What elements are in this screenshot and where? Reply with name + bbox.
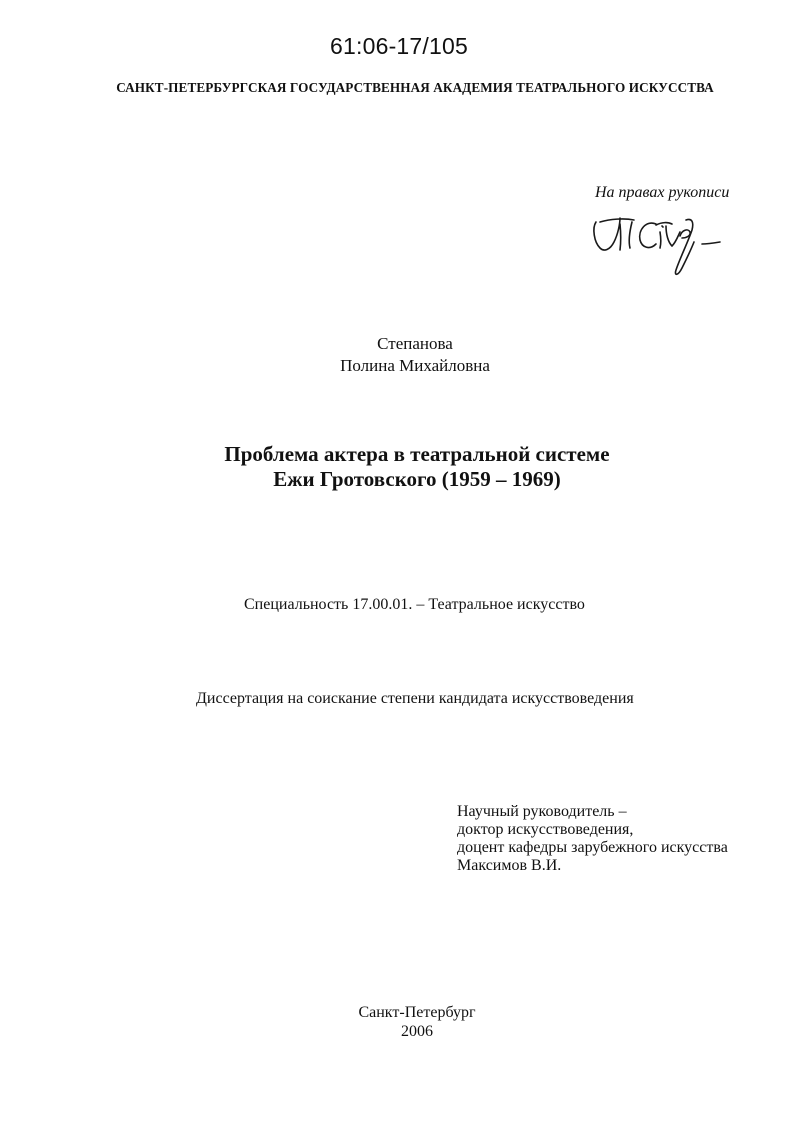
year: 2006 (401, 1023, 433, 1040)
catalog-code: 61:06-17/105 (330, 33, 468, 59)
author-given-names: Полина Михайловна (340, 356, 490, 375)
dissertation-title-line-2: Ежи Гротовского (1959 – 1969) (273, 467, 561, 491)
dissertation-title-line-1: Проблема актера в театральной системе (224, 442, 610, 466)
advisor-position: доцент кафедры зарубежного искусства (457, 839, 728, 856)
specialty: Специальность 17.00.01. – Театральное искусство (244, 596, 585, 613)
degree-statement: Диссертация на соискание степени кандидата искусствоведения (196, 690, 634, 707)
signature-icon (590, 208, 730, 280)
advisor-role: Научный руководитель – (457, 803, 627, 820)
manuscript-note: На правах рукописи (595, 184, 730, 201)
advisor-degree: доктор искусствоведения, (457, 821, 634, 838)
advisor-name: Максимов В.И. (457, 857, 562, 874)
city: Санкт-Петербург (358, 1004, 476, 1021)
institution-name: САНКТ-ПЕТЕРБУРГСКАЯ ГОСУДАРСТВЕННАЯ АКАДЕМИЯ ТЕАТРАЛЬНОГО ИСКУССТВА (116, 80, 714, 95)
author-surname: Степанова (377, 334, 453, 353)
